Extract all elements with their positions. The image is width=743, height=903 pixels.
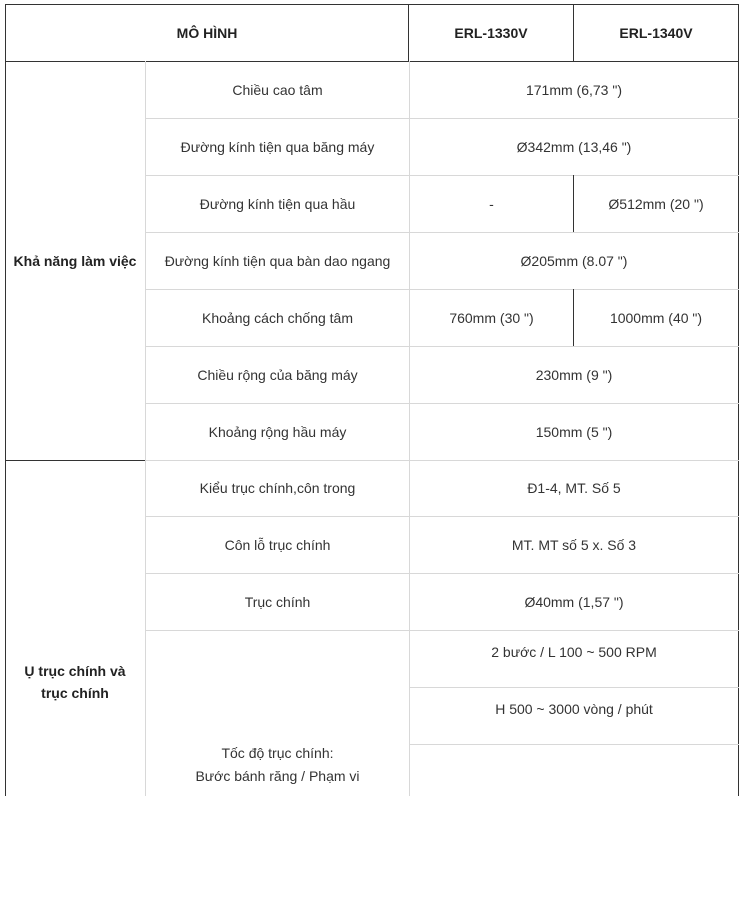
spec-label: Trục chính: [244, 593, 311, 610]
spec-label: Chiều rộng của băng máy: [197, 366, 358, 383]
spec-label: Chiều cao tâm: [232, 81, 323, 98]
group-title-headstock-spindle: Ụ trục chính và trục chính: [24, 663, 126, 701]
spec-label: Khoảng rộng hầu máy: [208, 423, 347, 440]
spec-value: [410, 745, 738, 796]
table-right-border: [738, 4, 739, 796]
spec-label: Côn lỗ trục chính: [224, 536, 331, 553]
spec-value: MT. MT số 5 x. Số 3: [511, 536, 637, 553]
spec-value: 171mm (6,73 "): [525, 81, 622, 98]
spec-value-b: 1000mm (40 "): [609, 309, 703, 326]
header-model-label: MÔ HÌNH: [176, 24, 238, 41]
spec-value: 2 bước / L 100 ~ 500 RPM: [491, 644, 657, 660]
spec-label-line: Tốc độ trục chính:: [221, 745, 334, 761]
spec-value: 230mm (9 "): [535, 366, 613, 383]
spec-value: H 500 ~ 3000 vòng / phút: [495, 701, 653, 717]
spec-label: Đường kính tiện qua bàn dao ngang: [164, 252, 391, 269]
spec-value: Đ1-4, MT. Số 5: [527, 480, 621, 496]
spec-label: Đường kính tiện qua hầu: [199, 195, 356, 212]
group-title-working-capacity: Khả năng làm việc: [13, 252, 137, 269]
header-model-a: ERL-1330V: [454, 24, 528, 41]
spec-value-a: 760mm (30 "): [449, 309, 534, 326]
spec-label-line: Bước bánh răng / Phạm vi: [195, 768, 360, 784]
spec-value-b: Ø512mm (20 "): [608, 195, 704, 212]
spec-label: Khoảng cách chống tâm: [202, 309, 353, 326]
spec-value: Ø342mm (13,46 "): [516, 138, 632, 155]
spec-value: Ø40mm (1,57 "): [524, 593, 624, 610]
spec-value: Ø205mm (8.07 "): [520, 252, 628, 269]
spec-label: Đường kính tiện qua băng máy: [180, 138, 375, 155]
spec-value: 150mm (5 "): [535, 423, 613, 440]
spec-label: Kiểu trục chính,côn trong: [199, 480, 356, 496]
header-model-b: ERL-1340V: [619, 24, 693, 41]
spec-value-a: -: [489, 195, 494, 212]
spec-label-spindle-speed: [146, 741, 409, 789]
